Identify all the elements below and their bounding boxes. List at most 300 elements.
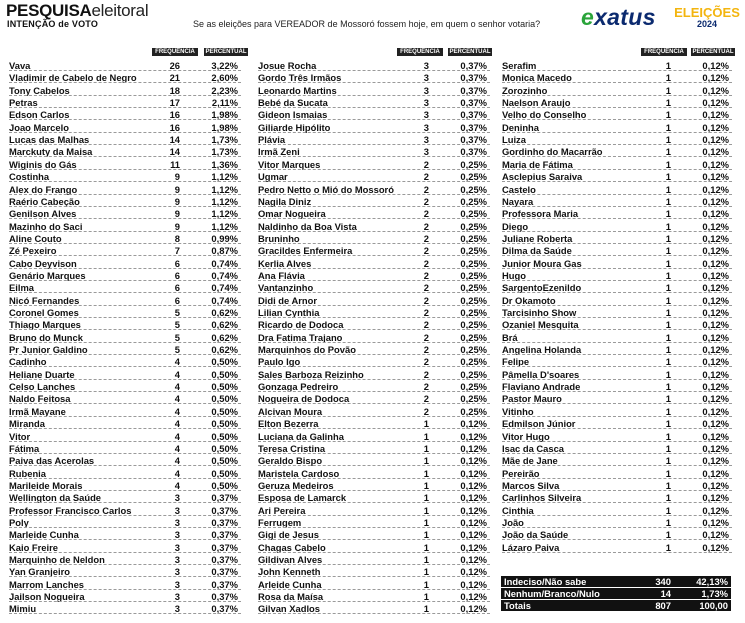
- candidate-row: [9, 319, 241, 330]
- candidate-row: [502, 72, 732, 83]
- row-divider: [9, 428, 241, 429]
- candidate-percent: 0,12%: [460, 529, 487, 541]
- candidate-percent: 0,12%: [702, 134, 729, 146]
- candidate-frequency: 4: [174, 442, 180, 454]
- candidate-frequency: 6: [174, 282, 180, 294]
- candidate-row: [502, 282, 732, 293]
- candidate-frequency: 2: [423, 381, 429, 393]
- row-divider: [502, 478, 732, 479]
- candidate-percent: 0,37%: [211, 504, 238, 516]
- candidate-name: Lucas das Malhas: [9, 134, 90, 146]
- candidate-row: [9, 171, 241, 182]
- candidate-frequency: 1: [665, 492, 671, 504]
- candidate-row: [9, 381, 241, 392]
- candidate-frequency: 4: [174, 479, 180, 491]
- row-divider: [258, 601, 490, 602]
- candidate-percent: 0,12%: [460, 455, 487, 467]
- candidate-name: Nayara: [502, 195, 534, 207]
- candidate-percent: 0,50%: [211, 356, 238, 368]
- candidate-percent: 0,50%: [211, 405, 238, 417]
- row-divider: [502, 416, 732, 417]
- candidate-name: Marrom Lanches: [9, 578, 85, 590]
- candidate-frequency: 2: [423, 257, 429, 269]
- candidate-percent: 0,12%: [702, 146, 729, 158]
- candidate-frequency: 3: [174, 541, 180, 553]
- candidate-name: Naldinho da Boa Vista: [258, 220, 357, 232]
- candidate-row: [502, 344, 732, 355]
- row-divider: [502, 329, 732, 330]
- candidate-name: Irmã Mayane: [9, 405, 66, 417]
- candidate-percent: 0,12%: [702, 257, 729, 269]
- candidate-frequency: 5: [174, 344, 180, 356]
- row-divider: [258, 206, 490, 207]
- candidate-name: Vitinho: [502, 405, 534, 417]
- candidate-frequency: 1: [665, 418, 671, 430]
- row-divider: [502, 453, 732, 454]
- candidate-percent: 0,12%: [702, 504, 729, 516]
- candidate-name: Naldo Feitosa: [9, 393, 71, 405]
- totals-pct: 42,13%: [696, 576, 728, 587]
- candidate-frequency: 4: [174, 418, 180, 430]
- candidate-frequency: 1: [665, 220, 671, 232]
- candidate-name: Bruno do Munck: [9, 331, 83, 343]
- candidate-name: Luciana da Galinha: [258, 430, 344, 442]
- row-divider: [9, 601, 241, 602]
- row-divider: [502, 95, 732, 96]
- candidate-frequency: 1: [423, 566, 429, 578]
- candidate-percent: 0,37%: [460, 60, 487, 71]
- candidate-percent: 0,37%: [211, 541, 238, 553]
- candidate-percent: 0,50%: [211, 393, 238, 405]
- row-divider: [9, 268, 241, 269]
- row-divider: [9, 342, 241, 343]
- candidate-name: Ferrugem: [258, 516, 302, 528]
- candidate-percent: 0,12%: [702, 442, 729, 454]
- row-divider: [258, 515, 490, 516]
- candidate-percent: 0,50%: [211, 479, 238, 491]
- candidate-name: Wiginis do Gás: [9, 158, 77, 170]
- candidate-row: [9, 406, 241, 417]
- totals-label: Nenhum/Branco/Nulo: [504, 588, 600, 599]
- candidate-frequency: 2: [423, 393, 429, 405]
- candidate-frequency: 3: [174, 566, 180, 578]
- candidate-frequency: 1: [665, 208, 671, 220]
- candidate-frequency: 1: [665, 344, 671, 356]
- candidate-row: [9, 344, 241, 355]
- candidate-percent: 0,25%: [460, 208, 487, 220]
- candidate-row: [258, 72, 490, 83]
- row-divider: [258, 231, 490, 232]
- row-divider: [9, 613, 241, 614]
- candidate-name: Naelson Araujo: [502, 97, 571, 109]
- elections-badge: [672, 6, 742, 29]
- candidate-frequency: 21: [169, 72, 180, 84]
- candidate-name: Junior Moura Gas: [502, 257, 582, 269]
- candidate-name: Gilvan Xadlos: [258, 603, 320, 615]
- candidate-frequency: 4: [174, 381, 180, 393]
- candidate-frequency: 1: [423, 430, 429, 442]
- candidate-row: [258, 319, 490, 330]
- row-divider: [502, 82, 732, 83]
- row-divider: [502, 490, 732, 491]
- row-divider: [502, 156, 732, 157]
- row-divider: [9, 206, 241, 207]
- candidate-percent: 1,36%: [211, 158, 238, 170]
- candidate-name: Josue Rocha: [258, 60, 317, 71]
- row-divider: [9, 490, 241, 491]
- candidate-frequency: 18: [169, 84, 180, 96]
- candidate-row: [9, 356, 241, 367]
- candidate-row: [258, 418, 490, 429]
- candidate-frequency: 3: [423, 84, 429, 96]
- candidate-name: Gildivan Alves: [258, 554, 323, 565]
- row-divider: [9, 169, 241, 170]
- candidate-frequency: 1: [665, 479, 671, 491]
- candidate-percent: 0,25%: [460, 220, 487, 232]
- totals-row-undecided: [501, 576, 731, 587]
- candidate-row: [502, 542, 732, 553]
- candidate-row: [9, 221, 241, 232]
- candidate-name: Paiva das Acerolas: [9, 455, 95, 467]
- row-divider: [502, 515, 732, 516]
- candidate-percent: 0,12%: [460, 492, 487, 504]
- candidate-frequency: 16: [169, 121, 180, 133]
- row-divider: [258, 403, 490, 404]
- candidate-frequency: 9: [174, 220, 180, 232]
- candidate-frequency: 1: [665, 541, 671, 553]
- candidate-column: [258, 48, 490, 618]
- row-divider: [258, 465, 490, 466]
- candidate-name: Wellington da Saúde: [9, 492, 102, 504]
- row-divider: [258, 181, 490, 182]
- candidate-percent: 0,37%: [211, 554, 238, 565]
- row-divider: [258, 243, 490, 244]
- row-divider: [258, 305, 490, 306]
- candidate-percent: 0,12%: [702, 97, 729, 109]
- candidate-row: [502, 517, 732, 528]
- row-divider: [9, 305, 241, 306]
- candidate-row: [258, 579, 490, 590]
- candidate-name: Nicó Fernandes: [9, 294, 80, 306]
- row-divider: [258, 428, 490, 429]
- candidate-frequency: 1: [665, 331, 671, 343]
- candidate-frequency: 6: [174, 257, 180, 269]
- candidate-row: [9, 369, 241, 380]
- candidate-percent: 0,37%: [460, 72, 487, 84]
- candidate-name: João da Saúde: [502, 529, 569, 541]
- candidate-frequency: 1: [665, 60, 671, 71]
- exatus-logo-rest: xatus: [594, 4, 656, 30]
- candidate-percent: 0,12%: [702, 479, 729, 491]
- candidate-row: [502, 233, 732, 244]
- candidate-frequency: 2: [423, 245, 429, 257]
- candidate-percent: 1,12%: [211, 171, 238, 183]
- candidate-frequency: 1: [665, 282, 671, 294]
- row-divider: [9, 144, 241, 145]
- candidate-row: [9, 542, 241, 553]
- candidate-row: [502, 406, 732, 417]
- candidate-row: [9, 184, 241, 195]
- candidate-row: [258, 282, 490, 293]
- candidate-name: Dr Okamoto: [502, 294, 556, 306]
- candidate-percent: 0,37%: [460, 97, 487, 109]
- candidate-name: Gideon Ismaias: [258, 109, 328, 121]
- candidate-name: Marquinho de Neldon: [9, 554, 105, 565]
- candidate-percent: 0,12%: [702, 529, 729, 541]
- row-divider: [502, 132, 732, 133]
- candidate-frequency: 4: [174, 356, 180, 368]
- candidate-percent: 2,11%: [211, 97, 238, 109]
- candidate-row: [9, 97, 241, 108]
- candidate-frequency: 1: [665, 467, 671, 479]
- candidate-percent: 0,12%: [460, 418, 487, 430]
- candidate-name: Cabo Deyvison: [9, 257, 77, 269]
- candidate-name: John Kenneth: [258, 566, 321, 578]
- candidate-percent: 0,25%: [460, 368, 487, 380]
- candidate-percent: 0,12%: [460, 430, 487, 442]
- row-divider: [9, 194, 241, 195]
- candidate-percent: 0,25%: [460, 282, 487, 294]
- candidate-name: Dra Fatima Trajano: [258, 331, 343, 343]
- candidate-name: Lilian Cynthia: [258, 307, 320, 318]
- candidate-name: Aline Couto: [9, 232, 62, 244]
- candidate-name: Thiago Marques: [9, 319, 81, 331]
- candidate-row: [9, 505, 241, 516]
- candidate-name: Flaviano Andrade: [502, 381, 581, 393]
- candidate-percent: 0,25%: [460, 232, 487, 244]
- candidate-frequency: 1: [423, 479, 429, 491]
- candidate-row: [9, 517, 241, 528]
- candidate-name: Raério Cabeção: [9, 195, 80, 207]
- candidate-frequency: 2: [423, 171, 429, 183]
- row-divider: [258, 613, 490, 614]
- candidate-percent: 1,12%: [211, 183, 238, 195]
- candidate-percent: 0,12%: [702, 418, 729, 430]
- candidate-row: [9, 60, 241, 71]
- candidate-row: [502, 455, 732, 466]
- candidate-percent: 0,37%: [460, 84, 487, 96]
- column-header-frequency: FREQUÊNCIA: [152, 48, 198, 56]
- candidate-percent: 1,12%: [211, 195, 238, 207]
- candidate-percent: 0,12%: [702, 232, 729, 244]
- candidate-row: [258, 468, 490, 479]
- row-divider: [9, 156, 241, 157]
- candidate-percent: 0,12%: [702, 307, 729, 318]
- candidate-frequency: 1: [665, 405, 671, 417]
- candidate-row: [502, 307, 732, 318]
- row-divider: [258, 280, 490, 281]
- candidate-name: Genário Marques: [9, 269, 86, 281]
- candidate-percent: 0,12%: [702, 344, 729, 356]
- row-divider: [258, 552, 490, 553]
- candidate-name: Ari Pereira: [258, 504, 306, 516]
- candidate-percent: 0,37%: [211, 578, 238, 590]
- totals-pct: 100,00: [699, 600, 728, 611]
- candidate-row: [258, 97, 490, 108]
- candidate-name: Omar Nogueira: [258, 208, 326, 220]
- candidate-percent: 0,12%: [460, 554, 487, 565]
- row-divider: [9, 255, 241, 256]
- candidate-percent: 0,12%: [460, 504, 487, 516]
- candidate-name: Petras: [9, 97, 38, 109]
- candidate-name: Pastor Mauro: [502, 393, 562, 405]
- row-divider: [502, 379, 732, 380]
- row-divider: [258, 82, 490, 83]
- row-divider: [502, 194, 732, 195]
- candidate-frequency: 1: [665, 307, 671, 318]
- candidate-name: João: [502, 516, 524, 528]
- candidate-frequency: 2: [423, 356, 429, 368]
- candidate-row: [9, 492, 241, 503]
- candidate-name: Isac da Casca: [502, 442, 565, 454]
- candidate-percent: 0,12%: [702, 208, 729, 220]
- candidate-name: Bebé da Sucata: [258, 97, 328, 109]
- candidate-percent: 0,25%: [460, 245, 487, 257]
- survey-question: Se as eleições para VEREADOR de Mossoró fossem hoje, em quem o senhor votaria?: [193, 19, 541, 29]
- row-divider: [502, 403, 732, 404]
- candidate-name: Giliarde Hipólito: [258, 121, 331, 133]
- row-divider: [258, 391, 490, 392]
- survey-subtitle: INTENÇÃO de VOTO: [7, 19, 99, 29]
- candidate-percent: 0,12%: [460, 541, 487, 553]
- candidate-name: Marcos Silva: [502, 479, 560, 491]
- candidate-row: [9, 393, 241, 404]
- candidate-percent: 0,37%: [460, 121, 487, 133]
- candidate-row: [9, 332, 241, 343]
- candidate-name: Genilson Alves: [9, 208, 77, 220]
- candidate-percent: 0,62%: [211, 331, 238, 343]
- candidate-percent: 0,50%: [211, 381, 238, 393]
- candidate-frequency: 1: [665, 72, 671, 84]
- candidate-frequency: 1: [665, 109, 671, 121]
- candidate-row: [502, 468, 732, 479]
- candidate-row: [258, 332, 490, 343]
- row-divider: [258, 354, 490, 355]
- row-divider: [502, 255, 732, 256]
- candidate-percent: 0,12%: [702, 245, 729, 257]
- candidate-name: Angelina Holanda: [502, 344, 582, 356]
- candidate-row: [502, 418, 732, 429]
- row-divider: [502, 317, 732, 318]
- candidate-percent: 0,12%: [702, 183, 729, 195]
- candidate-row: [9, 468, 241, 479]
- row-divider: [502, 305, 732, 306]
- row-divider: [258, 218, 490, 219]
- candidate-row: [502, 443, 732, 454]
- candidate-name: Nagila Diniz: [258, 195, 312, 207]
- candidate-row: [258, 393, 490, 404]
- candidate-name: Ana Flávia: [258, 269, 305, 281]
- candidate-percent: 0,12%: [702, 84, 729, 96]
- candidate-frequency: 26: [169, 60, 180, 71]
- candidate-frequency: 3: [174, 516, 180, 528]
- candidate-frequency: 14: [169, 146, 180, 158]
- candidate-row: [502, 109, 732, 120]
- row-divider: [9, 465, 241, 466]
- candidate-percent: 0,12%: [702, 516, 729, 528]
- candidate-name: Mãe de Jane: [502, 455, 558, 467]
- candidate-percent: 0,12%: [702, 455, 729, 467]
- candidate-frequency: 2: [423, 232, 429, 244]
- row-divider: [9, 552, 241, 553]
- candidate-frequency: 2: [423, 195, 429, 207]
- candidate-row: [258, 356, 490, 367]
- candidate-percent: 0,12%: [702, 393, 729, 405]
- candidate-row: [258, 554, 490, 565]
- candidate-percent: 0,50%: [211, 455, 238, 467]
- candidate-frequency: 4: [174, 467, 180, 479]
- row-divider: [258, 317, 490, 318]
- row-divider: [258, 576, 490, 577]
- row-divider: [258, 329, 490, 330]
- candidate-frequency: 2: [423, 220, 429, 232]
- candidate-name: Marleide Cunha: [9, 529, 79, 541]
- candidate-percent: 0,25%: [460, 331, 487, 343]
- row-divider: [9, 243, 241, 244]
- row-divider: [502, 552, 732, 553]
- candidate-frequency: 1: [423, 516, 429, 528]
- candidate-row: [502, 85, 732, 96]
- row-divider: [258, 527, 490, 528]
- candidate-frequency: 1: [665, 245, 671, 257]
- candidate-frequency: 1: [665, 195, 671, 207]
- candidate-percent: 0,12%: [702, 109, 729, 121]
- row-divider: [258, 379, 490, 380]
- candidate-frequency: 8: [174, 232, 180, 244]
- candidate-row: [9, 566, 241, 577]
- candidate-frequency: 2: [423, 319, 429, 331]
- candidate-name: SargentoEzenildo: [502, 282, 582, 294]
- candidate-name: Teresa Cristina: [258, 442, 326, 454]
- candidate-percent: 0,12%: [702, 220, 729, 232]
- candidate-name: Rosa da Maísa: [258, 591, 324, 603]
- candidate-frequency: 1: [665, 121, 671, 133]
- candidate-name: Dilma da Saúde: [502, 245, 572, 257]
- row-divider: [9, 576, 241, 577]
- candidate-percent: 0,12%: [702, 72, 729, 84]
- candidate-percent: 0,12%: [702, 158, 729, 170]
- candidate-percent: 0,37%: [460, 109, 487, 121]
- candidate-row: [258, 369, 490, 380]
- candidate-percent: 1,12%: [211, 208, 238, 220]
- candidate-name: Pedro Netto o Mió do Mossoró: [258, 183, 394, 195]
- row-divider: [9, 354, 241, 355]
- candidate-name: Geraldo Bispo: [258, 455, 323, 467]
- row-divider: [258, 156, 490, 157]
- candidate-row: [9, 196, 241, 207]
- candidate-row: [502, 97, 732, 108]
- candidate-percent: 0,12%: [460, 578, 487, 590]
- candidate-frequency: 1: [665, 294, 671, 306]
- candidate-row: [258, 196, 490, 207]
- candidate-name: Carlinhos Silveira: [502, 492, 582, 504]
- candidate-row: [502, 60, 732, 71]
- elections-badge-year: 2024: [696, 19, 718, 29]
- candidate-row: [9, 603, 241, 614]
- candidate-name: Eilma: [9, 282, 35, 294]
- candidate-name: Serafim: [502, 60, 537, 71]
- candidate-frequency: 3: [423, 60, 429, 71]
- candidate-frequency: 14: [169, 134, 180, 146]
- candidate-column: [9, 48, 247, 618]
- candidate-percent: 0,62%: [211, 307, 238, 318]
- candidate-name: Gigi de Jesus: [258, 529, 319, 541]
- candidate-row: [502, 159, 732, 170]
- totals-freq: 340: [655, 576, 671, 587]
- candidate-row: [9, 554, 241, 565]
- candidate-row: [9, 307, 241, 318]
- row-divider: [258, 490, 490, 491]
